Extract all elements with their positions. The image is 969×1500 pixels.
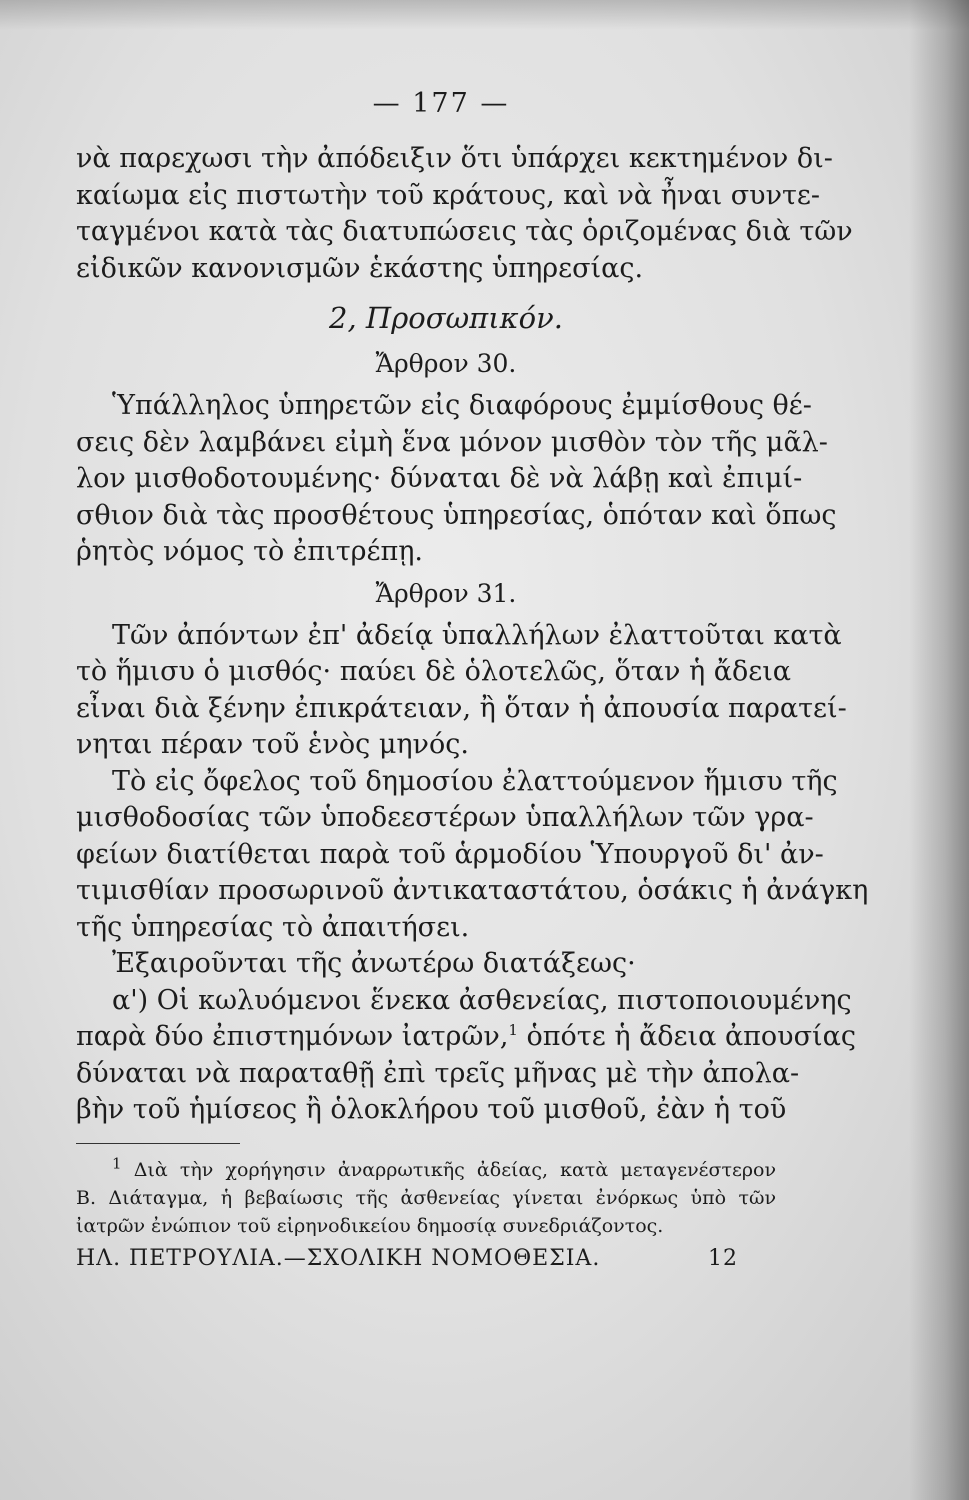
- article-31-paragraph-2: [76, 764, 869, 947]
- text-line: φείων διατίθεται παρὰ τοῦ ἁρμοδίου Ὑπουργοῦ δι' ἀν-: [76, 838, 824, 870]
- page-text: [76, 88, 869, 1271]
- text-line: Τῶν ἀπόντων ἐπ' ἀδείᾳ ὑπαλλήλων ἐλαττοῦται κατὰ: [112, 619, 842, 651]
- text-fragment: παρὰ δύο ἐπιστημόνων ἰατρῶν,: [76, 1021, 509, 1052]
- footnote-line: [76, 1156, 776, 1184]
- text-line: δύναται νὰ παραταθῇ ἐπὶ τρεῖς μῆνας μὲ τὴν ἀπολα-: [76, 1057, 800, 1089]
- page-top-shadow: [0, 0, 969, 30]
- page-footer: [76, 1246, 776, 1271]
- text-fragment: ὁπότε ἡ ἄδεια ἀπουσίας: [517, 1021, 856, 1052]
- footnote-line: ἰατρῶν ἐνώπιον τοῦ εἰρηνοδικείου δημοσίᾳ συνεδριάζοντος.: [76, 1214, 664, 1237]
- signature-number: 12: [708, 1245, 738, 1271]
- text-line: νηται πέραν τοῦ ἑνὸς μηνός.: [76, 729, 469, 760]
- footer-signature: ΗΛ. ΠΕΤΡΟΥΛΙΑ.—ΣΧΟΛΙΚΗ ΝΟΜΟΘΕΣΙΑ.: [76, 1245, 601, 1271]
- page-edge-shadow: [909, 0, 969, 1500]
- text-line: καίωμα εἰς πιστωτὴν τοῦ κράτους, καὶ νὰ ἦναι συντε-: [76, 179, 821, 211]
- intro-paragraph: [76, 141, 853, 287]
- text-line: [76, 1019, 856, 1056]
- text-line: εἰδικῶν κανονισμῶν ἑκάστης ὑπηρεσίας.: [76, 252, 644, 284]
- text-line: νὰ παρεχωσι τὴν ἀπόδειξιν ὅτι ὑπάρχει κεκτημένον δι-: [76, 143, 833, 174]
- footnote: [76, 1156, 776, 1240]
- article-31-title: Ἄρθρον 31.: [375, 578, 517, 608]
- footnote-marker: 1: [112, 1154, 122, 1173]
- footnote-divider: [76, 1143, 240, 1144]
- text-fragment: Διὰ τὴν χορήγησιν ἀναρρωτικῆς ἀδείας, κατὰ μεταγενέστερον: [121, 1158, 776, 1181]
- text-line: Ὑπάλληλος ὑπηρετῶν εἰς διαφόρους ἐμμίσθους θέ-: [112, 390, 812, 421]
- text-line: Ἐξαιροῦνται τῆς ἀνωτέρω διατάξεως·: [112, 948, 636, 979]
- article-30-paragraph: [76, 388, 837, 571]
- article-31-paragraph-4: [76, 983, 856, 1129]
- article-31-paragraph-3: [76, 946, 776, 983]
- page-number: — 177 —: [372, 88, 510, 119]
- text-line: μισθοδοσίας τῶν ὑποδεεστέρων ὑπαλλήλων τῶν γρα-: [76, 802, 814, 833]
- article-30-title: Ἄρθρον 30.: [375, 349, 517, 378]
- text-line: σθιον διὰ τὰς προσθέτους ὑπηρεσίας, ὁπόταν καὶ ὅπως: [76, 499, 837, 531]
- text-line: α') Οἱ κωλυόμενοι ἕνεκα ἀσθενείας, πιστοποιουμένης: [112, 984, 852, 1016]
- section-heading: 2, Προσωπικόν.: [329, 301, 563, 335]
- text-line: τὸ ἥμισυ ὁ μισθός· παύει δὲ ὁλοτελῶς, ὅταν ἡ ἄδεια: [76, 656, 792, 687]
- text-line: τιμισθίαν προσωρινοῦ ἀντικαταστάτου, ὁσάκις ἡ ἀνάγκη: [76, 875, 869, 906]
- text-line: Τὸ εἰς ὄφελος τοῦ δημοσίου ἐλαττούμενον ἥμισυ τῆς: [112, 765, 838, 797]
- text-line: λον μισθοδοτουμένης· δύναται δὲ νὰ λάβῃ καὶ ἐπιμί-: [76, 463, 803, 494]
- text-line: βὴν τοῦ ἡμίσεος ἢ ὁλοκλήρου τοῦ μισθοῦ, ἐὰν ἡ τοῦ: [76, 1094, 787, 1125]
- text-line: ταγμένοι κατὰ τὰς διατυπώσεις τὰς ὁριζομένας διὰ τῶν: [76, 216, 853, 247]
- footnote-reference: 1: [508, 1021, 518, 1039]
- text-line: εἶναι διὰ ξένην ἐπικράτειαν, ἢ ὅταν ἡ ἀπουσία παρατεί-: [76, 692, 847, 724]
- text-line: τῆς ὑπηρεσίας τὸ ἀπαιτήσει.: [76, 911, 470, 943]
- text-line: ῥητὸς νόμος τὸ ἐπιτρέπῃ.: [76, 536, 424, 567]
- text-line: σεις δὲν λαμβάνει εἰμὴ ἕνα μόνον μισθὸν τὸν τῆς μᾶλ-: [76, 426, 828, 458]
- footnote-line: Β. Διάταγμα, ἡ βεβαίωσις τῆς ἀσθενείας γίνεται ἐνόρκως ὑπὸ τῶν: [76, 1186, 776, 1209]
- article-31-paragraph-1: [76, 618, 847, 764]
